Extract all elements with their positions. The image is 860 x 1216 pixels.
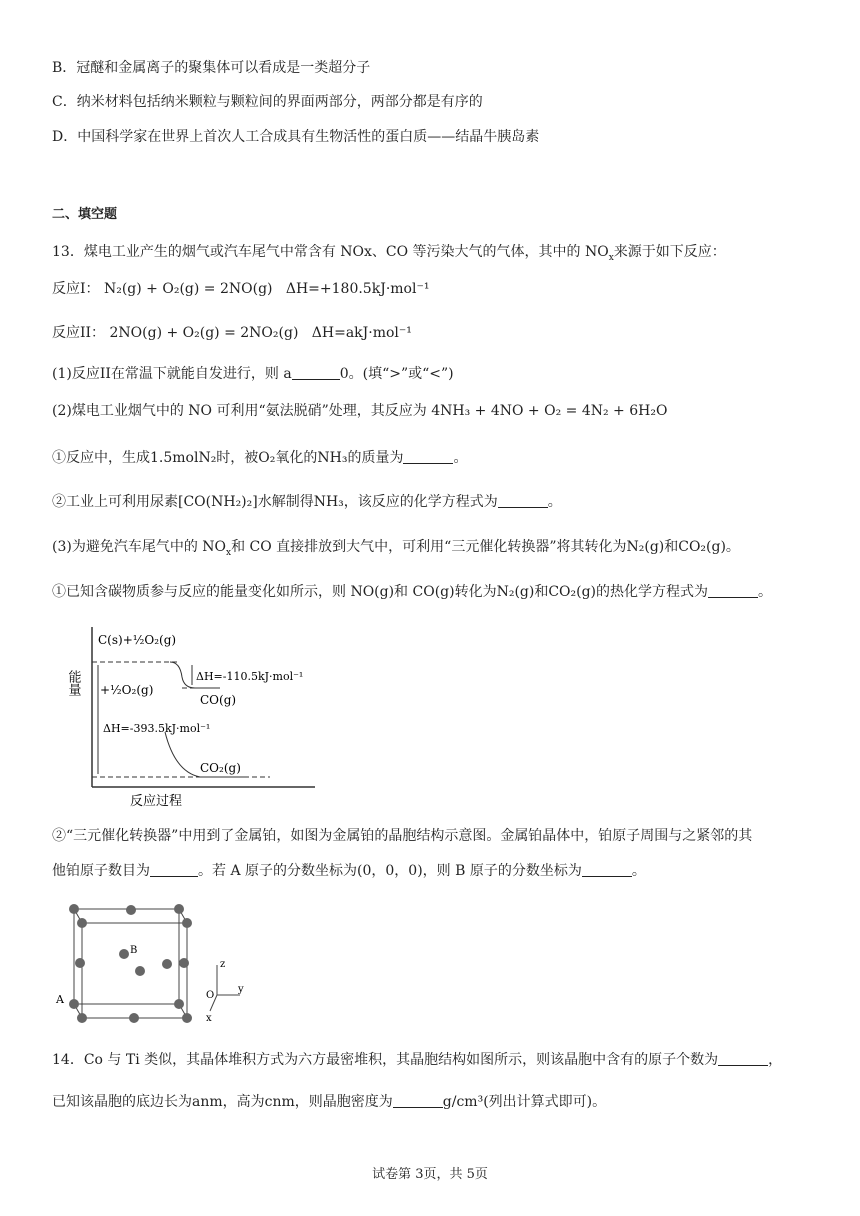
x-axis-label: 反应过程 (130, 794, 183, 809)
q14-line1: 14．Co 与 Ti 类似，其晶体堆积方式为六方最密堆积，其晶胞结构如图所示，则该晶胞中含有的原子个数为 ， (52, 1052, 783, 1068)
plus-o2-label: +½O₂(g) (100, 683, 154, 697)
option-b: B．冠醚和金属离子的聚集体可以看成是一类超分子 (52, 60, 371, 76)
label-a: A (56, 993, 64, 1006)
page-footer: 试卷第 3页，共 5页 (372, 1167, 488, 1182)
reaction-1: 反应I： N₂(g) + O₂(g) = 2NO(g) ΔH=+180.5kJ·mol⁻¹ (52, 281, 430, 297)
axis-x: x (206, 1013, 212, 1024)
dh1-label: ΔH=-110.5kJ·mol⁻¹ (196, 670, 304, 683)
y-axis-label: 能量 (65, 670, 81, 696)
section-title: 二、填空题 (52, 207, 118, 222)
option-c: C．纳米材料包括纳米颗粒与颗粒间的界面两部分，两部分都是有序的 (52, 94, 483, 110)
q13-part2: (2)煤电工业烟气中的 NO 可利用“氨法脱硝”处理，其反应为 4NH₃ + 4NO + O₂ = 4N₂ + 6H₂O (52, 403, 668, 419)
crystal-cell-diagram (52, 895, 272, 1030)
label-b: B (130, 945, 138, 956)
axis-origin: O (206, 990, 215, 1001)
q13-part2a: ①反应中，生成1.5molN₂时，被O₂氧化的NH₃的质量为 。 (52, 450, 468, 466)
q13-part3a: ①已知含碳物质参与反应的能量变化如所示，则 NO(g)和 CO(g)转化为N₂(g)和CO₂(g)的热化学方程式为 。 (52, 584, 773, 600)
reaction-2: 反应II： 2NO(g) + O₂(g) = 2NO₂(g) ΔH=akJ·mol⁻¹ (52, 325, 412, 341)
axis-z: z (220, 959, 226, 970)
co2-label: CO₂(g) (200, 761, 241, 775)
q13-part3b-line1: ②“三元催化转换器”中用到了金属铂，如图为金属铂的晶胞结构示意图。金属铂晶体中，铂原子周围与之紧邻的其 (52, 828, 753, 844)
q13-part3: (3)为避免汽车尾气中的 $NO_x$和 CO 直接排放到大气中，可利用“三元催化转换器”将其转化为N₂(g)和CO₂(g)。 (52, 539, 740, 558)
q13-intro: 13．煤电工业产生的烟气或汽车尾气中常含有 NOx、CO 等污染大气的气体，其中的 $NO_x$来源于如下反应： (52, 244, 726, 263)
q13-part3b-line2: 他铂原子数目为 。若 A 原子的分数坐标为(0，0，0)，则 B 原子的分数坐标为 。 (52, 863, 646, 879)
q13-part2b: ②工业上可利用尿素[CO(NH₂)₂]水解制得NH₃，该反应的化学方程式为 。 (52, 494, 562, 510)
axis-y: y (238, 984, 244, 995)
option-d: D．中国科学家在世界上首次人工合成具有生物活性的蛋白质——结晶牛胰岛素 (52, 129, 540, 145)
dh2-label: ΔH=-393.5kJ·mol⁻¹ (103, 722, 211, 735)
co-label: CO(g) (200, 693, 237, 707)
q14-line2: 已知该晶胞的底边长为anm，高为cnm，则晶胞密度为 g/cm³(列出计算式即可)。 (52, 1094, 607, 1110)
energy-diagram (65, 622, 320, 812)
top-label: C(s)+½O₂(g) (98, 633, 177, 647)
q13-part1: (1)反应II在常温下就能自发进行，则 a 0。(填“>”或“<”) (52, 366, 454, 382)
